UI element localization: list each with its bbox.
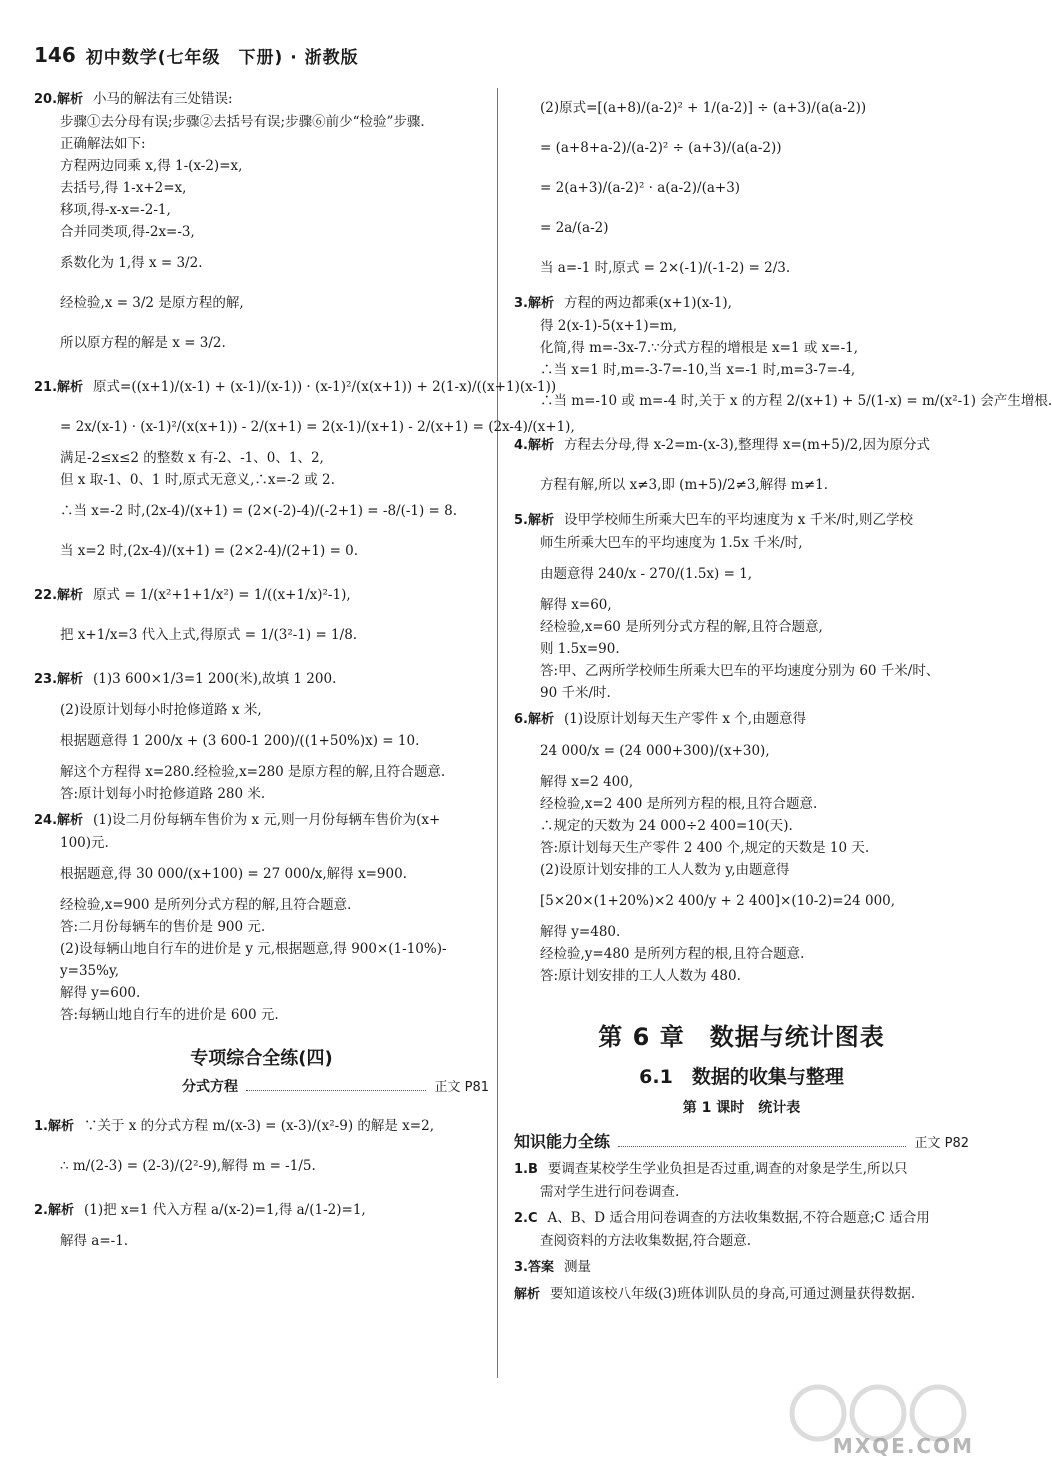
solution-line <box>34 1190 489 1230</box>
leader-dots <box>618 1146 906 1147</box>
solution-line <box>34 894 489 916</box>
solution-text: 方程的两边都乘(x+1)(x-1), <box>563 295 732 311</box>
solution-line <box>34 575 489 615</box>
solution-text: (1)设二月份每辆车售价为 x 元,则一月份每辆车售价为(x+ <box>93 812 441 828</box>
problem-label: 解析 <box>514 1287 541 1302</box>
solution-line <box>514 128 969 168</box>
solution-block <box>34 1106 489 1186</box>
solution-block <box>514 88 969 288</box>
solution-line <box>34 243 489 283</box>
solution-text: 小马的解法有三处错误: <box>93 91 233 107</box>
solution-text: 当 x=2 时,(2x-4)/(x+1) = (2×2-4)/(2+1) = 0. <box>60 543 359 559</box>
solution-text: y=35%y, <box>60 963 120 979</box>
solution-block <box>34 659 489 805</box>
solution-text: (2)原式=[(a+8)/(a-2)² + 1/(a-2)] ÷ (a+3)/(a(a-2)) <box>540 100 867 116</box>
solution-line <box>34 1106 489 1146</box>
page-number: 146 <box>34 43 76 67</box>
solution-text: ∴规定的天数为 24 000÷2 400=10(天). <box>540 818 793 834</box>
solution-text: ∴当 x=-2 时,(2x-4)/(x+1) = (2×(-2)-4)/(-2+1) = -8/(-1) = 8. <box>60 503 458 519</box>
solution-text: 则 1.5x=90. <box>540 641 620 657</box>
special-section-subtitle <box>34 1076 489 1096</box>
solution-line <box>34 469 489 491</box>
solution-text: ∴当 m=-10 或 m=-4 时,关于 x 的方程 2/(x+1) + 5/(1-x) = m/(x²-1) 会产生增根. <box>540 393 1052 409</box>
solution-line <box>34 491 489 531</box>
solution-line <box>514 315 969 337</box>
solution-text: 原式=((x+1)/(x-1) + (x-1)/(x-1)) · (x-1)²/(x(x+1)) + 2(1-x)/((x+1)(x-1)) <box>93 379 557 395</box>
special-subtitle-text: 分式方程 <box>182 1079 238 1095</box>
solution-text: 解得 x=60, <box>540 597 612 613</box>
solution-line <box>514 381 1052 421</box>
solution-text: 经检验,y=480 是所列方程的根,且符合题意. <box>540 946 805 962</box>
solution-line <box>514 731 969 771</box>
solution-text: 答:原计划每小时抢修道路 280 米. <box>60 786 266 802</box>
solution-text: 方程有解,所以 x≠3,即 (m+5)/2≠3,解得 m≠1. <box>540 477 829 493</box>
solution-text: ∴ m/(2-3) = (2-3)/(2²-9),解得 m = -1/5. <box>60 1158 316 1174</box>
problem-label: 1.B <box>514 1162 538 1177</box>
solution-text: 要知道该校八年级(3)班体训队员的身高,可通过测量获得数据. <box>550 1286 916 1302</box>
solution-text: 设甲学校师生所乘大巴车的平均速度为 x 千米/时,则乙学校 <box>563 512 914 528</box>
solution-text: 师生所乘大巴车的平均速度为 1.5x 千米/时, <box>540 535 803 551</box>
solution-line <box>34 133 489 155</box>
solution-text: 化简,得 m=-3x-7.∵分式方程的增根是 x=1 或 x=-1, <box>540 340 859 356</box>
solution-block <box>34 88 489 363</box>
solution-text: 满足-2≤x≤2 的整数 x 有-2、-1、0、1、2, <box>60 450 324 466</box>
period-title: 第 1 课时 统计表 <box>682 1100 801 1116</box>
solution-text: 移项,得-x-x=-2-1, <box>60 202 171 218</box>
problem-label: 20.解析 <box>34 92 84 107</box>
solution-line <box>34 960 489 982</box>
solution-text: 解得 a=-1. <box>60 1233 129 1249</box>
problem-label: 2.解析 <box>34 1203 74 1218</box>
solution-line <box>514 509 969 532</box>
solution-text: ∵关于 x 的分式方程 m/(x-3) = (x-3)/(x²-9) 的解是 x=2, <box>83 1118 434 1134</box>
solution-line <box>514 337 969 359</box>
solution-block <box>34 575 489 655</box>
chapter-title: 第 6 章 数据与统计图表 <box>598 1023 885 1051</box>
solution-line <box>514 881 969 921</box>
solution-line <box>34 88 489 111</box>
solution-text: (2)设每辆山地自行车的进价是 y 元,根据题意,得 900×(1-10%)- <box>60 941 447 957</box>
solution-text: A、B、D 适合用问卷调查的方法收集数据,不符合题意;C 适合用 <box>547 1210 930 1226</box>
problem-label: 23.解析 <box>34 672 84 687</box>
solution-line <box>514 1230 969 1252</box>
watermark-text: MXQE.COM <box>832 1434 974 1458</box>
solution-line <box>34 783 489 805</box>
solution-line <box>34 531 489 571</box>
special-ref: 正文 P81 <box>434 1080 489 1095</box>
solution-line <box>34 111 489 133</box>
solution-text: 解得 y=600. <box>60 985 141 1001</box>
solution-text: 经检验,x = 3/2 是原方程的解, <box>60 295 244 311</box>
solution-block <box>514 1256 969 1279</box>
solution-line <box>514 208 969 248</box>
problem-label: 21.解析 <box>34 380 84 395</box>
practice-title: 知识能力全练 <box>514 1132 611 1151</box>
solution-text: 由题意得 240/x - 270/(1.5x) = 1, <box>540 566 753 582</box>
solution-text: (1)把 x=1 代入方程 a/(x-2)=1,得 a/(1-2)=1, <box>83 1202 366 1218</box>
solution-text: 但 x 取-1、0、1 时,原式无意义,∴x=-2 或 2. <box>60 472 335 488</box>
solution-text: 查阅资料的方法收集数据,符合题意. <box>540 1233 752 1249</box>
solution-text: ∴当 x=1 时,m=-3-7=-10,当 x=-1 时,m=3-7=-4, <box>540 362 856 378</box>
practice-ref: 正文 P82 <box>914 1136 969 1151</box>
solution-text: 答:原计划安排的工人人数为 480. <box>540 968 741 984</box>
solution-block <box>514 509 969 704</box>
solution-line <box>514 771 969 793</box>
problem-label: 3.答案 <box>514 1260 554 1275</box>
solution-text: 解得 x=2 400, <box>540 774 634 790</box>
solution-text: 根据题意,得 30 000/(x+100) = 27 000/x,解得 x=900. <box>60 866 407 882</box>
solution-line <box>34 721 489 761</box>
solution-line <box>34 761 489 783</box>
solution-line <box>514 465 969 505</box>
solution-text: 解这个方程得 x=280.经检验,x=280 是原方程的解,且符合题意. <box>60 764 446 780</box>
lesson-title: 6.1 数据的收集与整理 <box>639 1066 844 1088</box>
solution-line <box>514 660 969 682</box>
solution-block <box>514 1207 969 1252</box>
solution-line <box>34 854 489 894</box>
solution-text: 答:二月份每辆车的售价是 900 元. <box>60 919 266 935</box>
solution-line <box>514 1207 969 1230</box>
problem-label: 6.解析 <box>514 712 554 727</box>
solution-text: 24 000/x = (24 000+300)/(x+30), <box>540 743 770 759</box>
solution-line <box>514 943 969 965</box>
solution-text: (1)3 600×1/3=1 200(米),故填 1 200. <box>93 671 337 687</box>
solution-text: 答:原计划每天生产零件 2 400 个,规定的天数是 10 天. <box>540 840 870 856</box>
solution-line <box>34 221 489 243</box>
solution-line <box>34 177 489 199</box>
column-divider <box>497 88 498 1378</box>
solution-line <box>514 1256 969 1279</box>
solution-text: 当 a=-1 时,原式 = 2×(-1)/(-1-2) = 2/3. <box>540 260 791 276</box>
solution-line <box>514 682 969 704</box>
solution-text: 合并同类项,得-2x=-3, <box>60 224 195 240</box>
solution-text: (1)设原计划每天生产零件 x 个,由题意得 <box>563 711 807 727</box>
solution-line <box>514 532 969 554</box>
solution-block <box>34 1190 489 1252</box>
solution-text: 答:每辆山地自行车的进价是 600 元. <box>60 1007 279 1023</box>
solution-line <box>34 367 557 407</box>
solution-line <box>34 1230 489 1252</box>
solution-text: 测量 <box>563 1259 591 1275</box>
solution-line <box>514 168 969 208</box>
solution-text: 得 2(x-1)-5(x+1)=m, <box>540 318 678 334</box>
solution-text: 需对学生进行问卷调查. <box>540 1184 680 1200</box>
solution-text: (2)设原计划每小时抢修道路 x 米, <box>60 702 262 718</box>
special-solutions <box>34 1106 489 1252</box>
leader-dots <box>246 1090 426 1091</box>
practice-header <box>514 1129 969 1152</box>
solution-block <box>514 1283 969 1306</box>
solution-text: 100)元. <box>60 835 109 851</box>
solution-line <box>514 594 969 616</box>
solution-line <box>34 982 489 1004</box>
book-title: 初中数学(七年级 下册) · 浙教版 <box>85 47 359 68</box>
solution-text: 根据题意得 1 200/x + (3 600-1 200)/((1+50%)x) = 10. <box>60 733 420 749</box>
solution-text: 系数化为 1,得 x = 3/2. <box>60 255 203 271</box>
solution-text: 原式 = 1/(x²+1+1/x²) = 1/((x+1/x)²-1), <box>93 587 351 603</box>
solution-text: 经检验,x=2 400 是所列方程的根,且符合题意. <box>540 796 818 812</box>
solution-line <box>514 88 969 128</box>
solution-line <box>34 1004 489 1026</box>
solution-line <box>34 938 489 960</box>
solution-text: = 2x/(x-1) · (x-1)²/(x(x+1)) - 2/(x+1) = 2(x-1)/(x+1) - 2/(x+1) = (2x-4)/(x+1), <box>60 419 575 435</box>
solution-text: 要调查某校学生学业负担是否过重,调查的对象是学生,所以只 <box>547 1161 908 1177</box>
solution-line <box>514 638 969 660</box>
solution-line <box>514 292 969 315</box>
solution-text: 方程去分母,得 x-2=m-(x-3),整理得 x=(m+5)/2,因为原分式 <box>563 437 931 453</box>
solution-block <box>514 708 969 987</box>
problem-label: 4.解析 <box>514 438 554 453</box>
solution-block <box>514 292 1052 421</box>
solution-text: 90 千米/时. <box>540 685 611 701</box>
solution-line <box>34 809 489 832</box>
solution-line <box>514 248 969 288</box>
solution-text: 去括号,得 1-x+2=x, <box>60 180 187 196</box>
solution-line <box>514 965 969 987</box>
solution-text: (2)设原计划安排的工人人数为 y,由题意得 <box>540 862 790 878</box>
problem-label: 22.解析 <box>34 588 84 603</box>
solution-text: = 2a/(a-2) <box>540 220 609 236</box>
problem-label: 2.C <box>514 1211 538 1226</box>
solution-block <box>514 1158 969 1203</box>
problem-label: 5.解析 <box>514 513 554 528</box>
solution-line <box>514 859 969 881</box>
solution-text: 经检验,x=60 是所列分式方程的解,且符合题意, <box>540 619 823 635</box>
solution-line <box>34 615 489 655</box>
right-solutions <box>514 88 1052 987</box>
problem-label: 3.解析 <box>514 296 554 311</box>
solution-line <box>34 283 489 323</box>
solution-text: 答:甲、乙两所学校师生所乘大巴车的平均速度分别为 60 千米/时、 <box>540 663 940 679</box>
solution-line <box>34 155 489 177</box>
solution-text: 正确解法如下: <box>60 136 146 152</box>
problem-label: 1.解析 <box>34 1119 74 1134</box>
solution-line <box>514 708 969 731</box>
solution-text: = 2(a+3)/(a-2)² · a(a-2)/(a+3) <box>540 180 741 196</box>
solution-line <box>514 793 969 815</box>
solution-line <box>514 837 969 859</box>
solution-line <box>34 323 489 363</box>
solution-line <box>34 447 489 469</box>
chapter-solutions <box>514 1158 969 1306</box>
solution-line <box>34 659 489 699</box>
solution-line <box>514 554 969 594</box>
solution-text: 解得 y=480. <box>540 924 621 940</box>
solution-line <box>514 1283 969 1306</box>
solution-text: 所以原方程的解是 x = 3/2. <box>60 335 226 351</box>
solution-line <box>514 921 969 943</box>
problem-label: 24.解析 <box>34 813 84 828</box>
solution-line <box>34 199 489 221</box>
solution-line <box>514 1181 969 1203</box>
solution-line <box>514 359 969 381</box>
solution-block <box>514 425 969 505</box>
solution-text: [5×20×(1+20%)×2 400/y + 2 400]×(10-2)=24 000, <box>540 893 896 909</box>
solution-line <box>34 1146 489 1186</box>
solution-line <box>514 616 969 638</box>
solution-line <box>34 699 489 721</box>
solution-text: = (a+8+a-2)/(a-2)² ÷ (a+3)/(a(a-2)) <box>540 140 782 156</box>
solution-block <box>34 809 489 1026</box>
special-section-title: 专项综合全练(四) <box>190 1048 333 1069</box>
solution-line <box>34 916 489 938</box>
solution-text: 步骤①去分母有误;步骤②去括号有误;步骤⑥前少“检验”步骤. <box>60 114 425 130</box>
solution-line <box>514 1158 969 1181</box>
solution-line <box>514 815 969 837</box>
solution-line <box>34 832 489 854</box>
solution-text: 方程两边同乘 x,得 1-(x-2)=x, <box>60 158 243 174</box>
right-column <box>514 88 1052 1310</box>
solution-text: 把 x+1/x=3 代入上式,得原式 = 1/(3²-1) = 1/8. <box>60 627 358 643</box>
page-header <box>34 38 359 72</box>
solution-text: 经检验,x=900 是所列分式方程的解,且符合题意. <box>60 897 352 913</box>
solution-line <box>514 425 969 465</box>
